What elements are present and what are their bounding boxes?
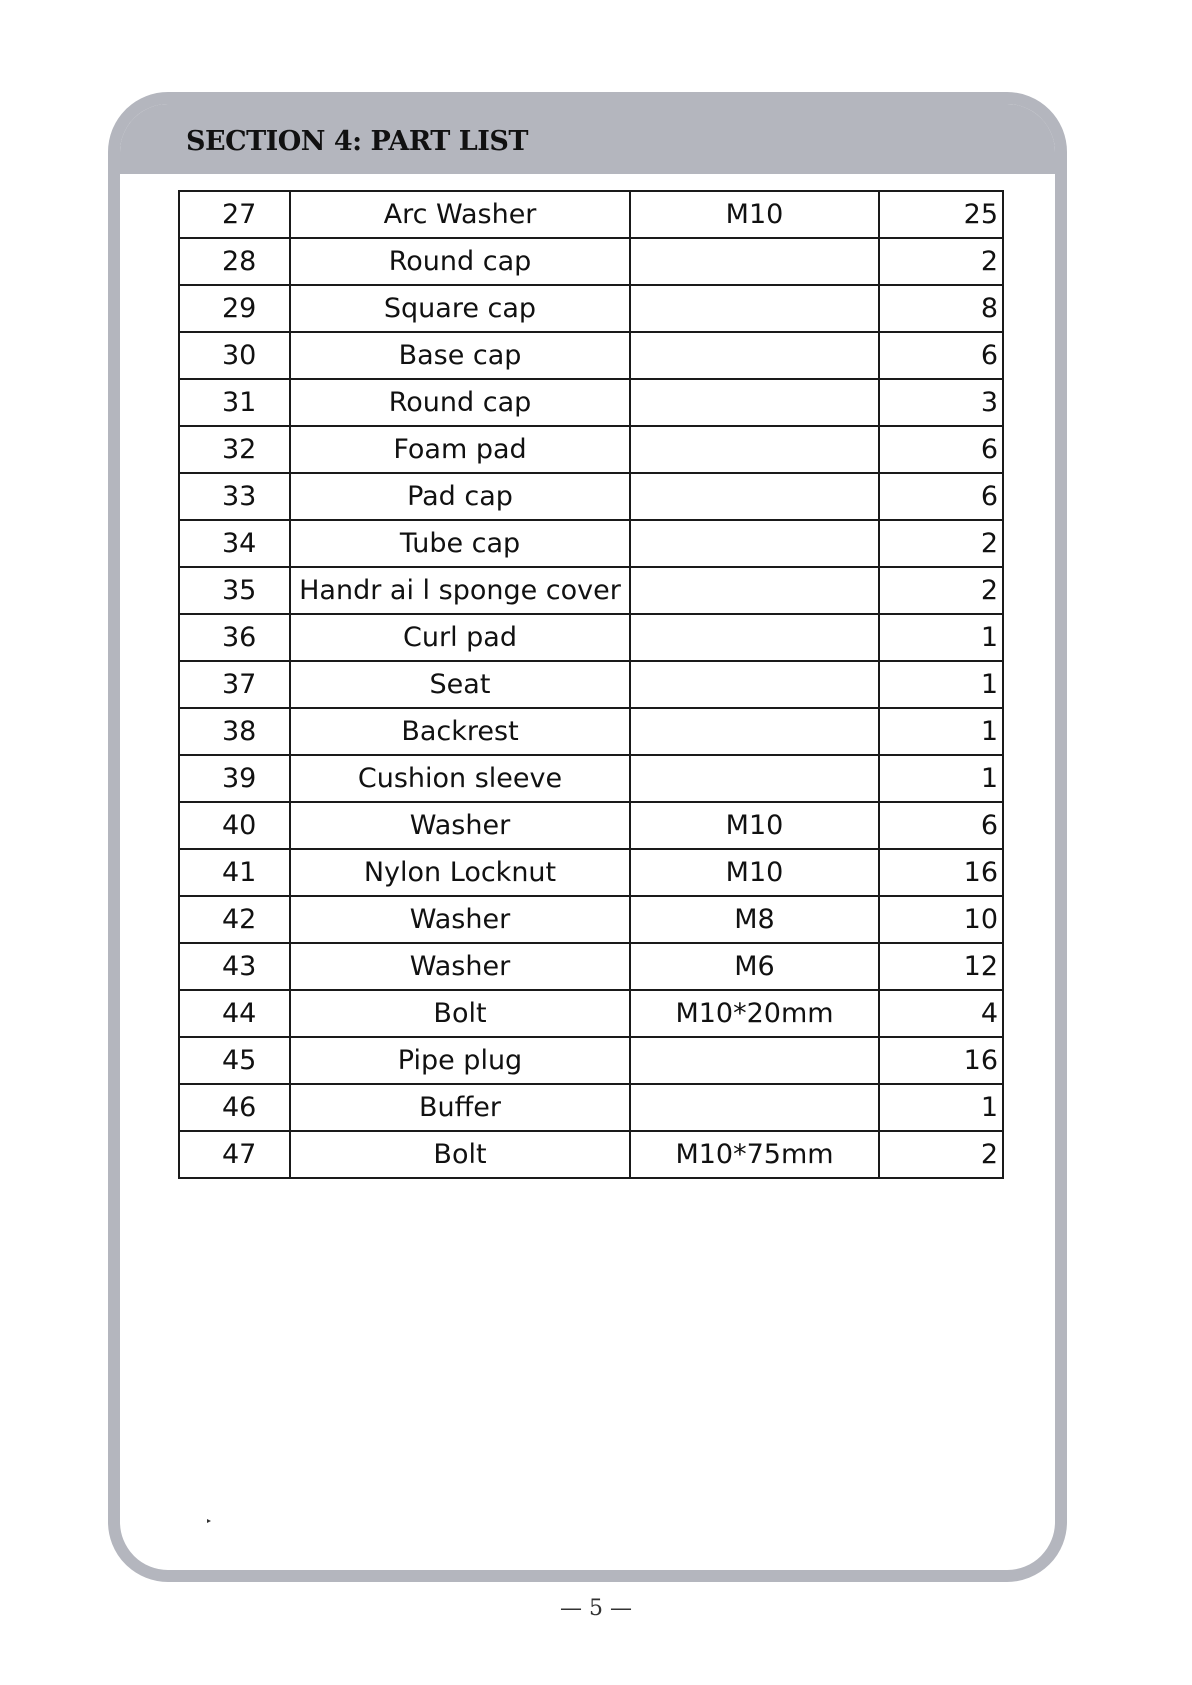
- part-spec-cell: M10: [630, 849, 879, 896]
- part-name-cell: Seat: [290, 661, 630, 708]
- table-row: [179, 802, 1003, 849]
- table-row: [179, 1131, 1003, 1178]
- part-number-cell: 41: [179, 849, 290, 896]
- part-qty-cell: 6: [879, 473, 1003, 520]
- part-qty-cell: 1: [879, 708, 1003, 755]
- part-spec-cell: M6: [630, 943, 879, 990]
- part-number-cell: 46: [179, 1084, 290, 1131]
- part-spec-cell: [630, 614, 879, 661]
- table-row: [179, 567, 1003, 614]
- part-number-cell: 36: [179, 614, 290, 661]
- part-name-cell: Washer: [290, 943, 630, 990]
- page-number: — 5 —: [560, 1596, 632, 1621]
- part-name-cell: Round cap: [290, 238, 630, 285]
- part-spec-cell: [630, 1084, 879, 1131]
- part-name-cell: Handr ai l sponge cover: [290, 567, 630, 614]
- part-spec-cell: M10*75mm: [630, 1131, 879, 1178]
- part-name-cell: Backrest: [290, 708, 630, 755]
- table-row: [179, 285, 1003, 332]
- part-qty-cell: 10: [879, 896, 1003, 943]
- part-qty-cell: 6: [879, 426, 1003, 473]
- part-name-cell: Washer: [290, 802, 630, 849]
- part-name-cell: Curl pad: [290, 614, 630, 661]
- table-row: [179, 614, 1003, 661]
- part-spec-cell: M8: [630, 896, 879, 943]
- part-name-cell: Tube cap: [290, 520, 630, 567]
- part-number-cell: 34: [179, 520, 290, 567]
- stray-mark: [207, 1519, 211, 1523]
- part-spec-cell: [630, 426, 879, 473]
- part-spec-cell: [630, 1037, 879, 1084]
- part-qty-cell: 2: [879, 567, 1003, 614]
- part-name-cell: Bolt: [290, 990, 630, 1037]
- table-row: [179, 332, 1003, 379]
- part-name-cell: Pipe plug: [290, 1037, 630, 1084]
- part-spec-cell: [630, 473, 879, 520]
- section-header: [120, 104, 1055, 174]
- table-row: [179, 1084, 1003, 1131]
- part-spec-cell: [630, 708, 879, 755]
- part-number-cell: 45: [179, 1037, 290, 1084]
- table-row: [179, 943, 1003, 990]
- part-spec-cell: [630, 567, 879, 614]
- part-number-cell: 30: [179, 332, 290, 379]
- table-row: [179, 708, 1003, 755]
- part-spec-cell: [630, 520, 879, 567]
- part-qty-cell: 2: [879, 1131, 1003, 1178]
- table-row: [179, 896, 1003, 943]
- part-qty-cell: 4: [879, 990, 1003, 1037]
- table-row: [179, 849, 1003, 896]
- part-spec-cell: [630, 238, 879, 285]
- part-qty-cell: 6: [879, 802, 1003, 849]
- table-row: [179, 379, 1003, 426]
- part-qty-cell: 1: [879, 1084, 1003, 1131]
- table-row: [179, 990, 1003, 1037]
- table-row: [179, 238, 1003, 285]
- part-spec-cell: [630, 285, 879, 332]
- section-title: SECTION 4: PART LIST: [186, 126, 528, 157]
- part-spec-cell: M10: [630, 802, 879, 849]
- part-number-cell: 38: [179, 708, 290, 755]
- part-qty-cell: 1: [879, 755, 1003, 802]
- part-spec-cell: [630, 661, 879, 708]
- part-number-cell: 37: [179, 661, 290, 708]
- part-number-cell: 40: [179, 802, 290, 849]
- part-spec-cell: M10*20mm: [630, 990, 879, 1037]
- part-name-cell: Pad cap: [290, 473, 630, 520]
- part-qty-cell: 16: [879, 1037, 1003, 1084]
- part-name-cell: Round cap: [290, 379, 630, 426]
- part-number-cell: 35: [179, 567, 290, 614]
- part-number-cell: 28: [179, 238, 290, 285]
- part-name-cell: Square cap: [290, 285, 630, 332]
- part-qty-cell: 2: [879, 520, 1003, 567]
- part-number-cell: 47: [179, 1131, 290, 1178]
- table-row: [179, 755, 1003, 802]
- part-qty-cell: 6: [879, 332, 1003, 379]
- part-number-cell: 43: [179, 943, 290, 990]
- part-qty-cell: 1: [879, 614, 1003, 661]
- part-name-cell: Foam pad: [290, 426, 630, 473]
- part-qty-cell: 12: [879, 943, 1003, 990]
- part-number-cell: 42: [179, 896, 290, 943]
- table-row: [179, 426, 1003, 473]
- part-name-cell: Arc Washer: [290, 191, 630, 238]
- part-number-cell: 33: [179, 473, 290, 520]
- part-qty-cell: 2: [879, 238, 1003, 285]
- part-name-cell: Bolt: [290, 1131, 630, 1178]
- part-number-cell: 27: [179, 191, 290, 238]
- parts-table-body: [179, 191, 1003, 1178]
- part-number-cell: 32: [179, 426, 290, 473]
- part-qty-cell: 3: [879, 379, 1003, 426]
- part-name-cell: Buffer: [290, 1084, 630, 1131]
- part-spec-cell: [630, 755, 879, 802]
- part-spec-cell: [630, 332, 879, 379]
- part-name-cell: Washer: [290, 896, 630, 943]
- table-row: [179, 191, 1003, 238]
- part-number-cell: 29: [179, 285, 290, 332]
- part-name-cell: Cushion sleeve: [290, 755, 630, 802]
- part-qty-cell: 16: [879, 849, 1003, 896]
- part-spec-cell: [630, 379, 879, 426]
- table-row: [179, 1037, 1003, 1084]
- part-number-cell: 31: [179, 379, 290, 426]
- part-name-cell: Base cap: [290, 332, 630, 379]
- part-qty-cell: 8: [879, 285, 1003, 332]
- table-row: [179, 473, 1003, 520]
- part-qty-cell: 25: [879, 191, 1003, 238]
- part-qty-cell: 1: [879, 661, 1003, 708]
- part-spec-cell: M10: [630, 191, 879, 238]
- parts-table: [178, 190, 1004, 1179]
- part-number-cell: 44: [179, 990, 290, 1037]
- table-row: [179, 520, 1003, 567]
- table-row: [179, 661, 1003, 708]
- part-number-cell: 39: [179, 755, 290, 802]
- part-name-cell: Nylon Locknut: [290, 849, 630, 896]
